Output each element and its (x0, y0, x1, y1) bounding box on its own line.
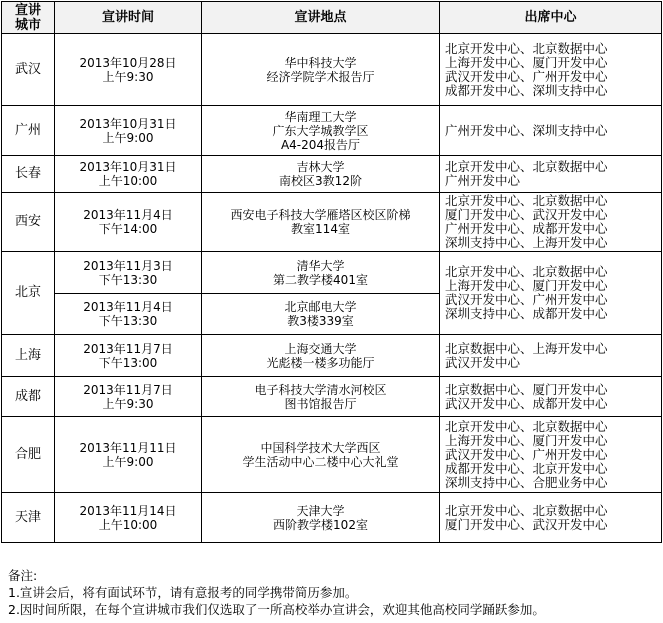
time-cell: 2013年10月31日 上午10:00 (55, 156, 202, 193)
city-cell: 武汉 (2, 34, 55, 106)
note-item: 1.宣讲会后，将有面试环节，请有意报考的同学携带简历参加。 (8, 585, 358, 600)
place-cell: 天津大学 西阶教学楼102室 (202, 493, 440, 543)
notes-title: 备注: (8, 568, 38, 583)
city-cell: 上海 (2, 335, 55, 377)
place-cell: 西安电子科技大学雁塔区校区阶梯 教室114室 (202, 193, 440, 252)
table-row (2, 335, 662, 377)
time-cell: 2013年11月7日 上午9:30 (55, 377, 202, 417)
city-cell: 成都 (2, 377, 55, 417)
centers-cell: 北京数据中心、上海开发中心 武汉开发中心 (440, 335, 662, 377)
time-cell: 2013年11月4日 下午13:30 (55, 294, 202, 335)
place-cell: 华南理工大学 广东大学城教学区 A4-204报告厅 (202, 106, 440, 156)
header-time: 宣讲时间 (55, 2, 202, 34)
city-cell: 长春 (2, 156, 55, 193)
notes-section (8, 567, 545, 618)
header-place: 宣讲地点 (202, 2, 440, 34)
time-cell: 2013年11月14日 上午10:00 (55, 493, 202, 543)
city-cell: 北京 (2, 252, 55, 335)
place-cell: 电子科技大学清水河校区 图书馆报告厅 (202, 377, 440, 417)
note-item: 2.因时间所限，在每个宣讲城市我们仅选取了一所高校举办宣讲会，欢迎其他高校同学踊跃参加。 (8, 602, 545, 617)
city-cell: 西安 (2, 193, 55, 252)
centers-cell: 北京开发中心、北京数据中心 上海开发中心、厦门开发中心 武汉开发中心、广州开发中心 成都开发中心、北京开发中心 深圳支持中心、合肥业务中心 (440, 417, 662, 493)
place-cell: 北京邮电大学 教3楼339室 (202, 294, 440, 335)
place-cell: 上海交通大学 光彪楼一楼多功能厅 (202, 335, 440, 377)
city-cell: 合肥 (2, 417, 55, 493)
place-cell: 吉林大学 南校区3教12阶 (202, 156, 440, 193)
place-cell: 华中科技大学 经济学院学术报告厅 (202, 34, 440, 106)
time-cell: 2013年10月31日 上午9:00 (55, 106, 202, 156)
time-cell: 2013年11月11日 上午9:00 (55, 417, 202, 493)
table-row (2, 193, 662, 252)
header-city: 宣讲 城市 (2, 2, 55, 34)
header-row (2, 2, 662, 34)
place-cell: 中国科学技术大学西区 学生活动中心二楼中心大礼堂 (202, 417, 440, 493)
centers-cell: 北京开发中心、北京数据中心 上海开发中心、厦门开发中心 武汉开发中心、广州开发中心 深圳支持中心、成都开发中心 (440, 252, 662, 335)
place-cell: 清华大学 第二教学楼401室 (202, 252, 440, 294)
time-cell: 2013年11月7日 下午13:00 (55, 335, 202, 377)
centers-cell: 北京开发中心、北京数据中心 广州开发中心 (440, 156, 662, 193)
city-cell: 广州 (2, 106, 55, 156)
table-row (2, 34, 662, 106)
table-row (2, 493, 662, 543)
table-row (2, 106, 662, 156)
table-row (2, 156, 662, 193)
time-cell: 2013年10月28日 上午9:30 (55, 34, 202, 106)
centers-cell: 北京开发中心、北京数据中心 上海开发中心、厦门开发中心 武汉开发中心、广州开发中心 成都开发中心、深圳支持中心 (440, 34, 662, 106)
centers-cell: 北京开发中心、北京数据中心 厦门开发中心、武汉开发中心 广州开发中心、成都开发中心 深圳支持中心、上海开发中心 (440, 193, 662, 252)
schedule-table (1, 1, 662, 543)
time-cell: 2013年11月4日 下午14:00 (55, 193, 202, 252)
table-row (2, 252, 662, 294)
header-centers: 出席中心 (440, 2, 662, 34)
centers-cell: 北京数据中心、厦门开发中心 武汉开发中心、成都开发中心 (440, 377, 662, 417)
centers-cell: 广州开发中心、深圳支持中心 (440, 106, 662, 156)
centers-cell: 北京开发中心、北京数据中心 厦门开发中心、武汉开发中心 (440, 493, 662, 543)
time-cell: 2013年11月3日 下午13:30 (55, 252, 202, 294)
city-cell: 天津 (2, 493, 55, 543)
table-row (2, 377, 662, 417)
table-row (2, 417, 662, 493)
